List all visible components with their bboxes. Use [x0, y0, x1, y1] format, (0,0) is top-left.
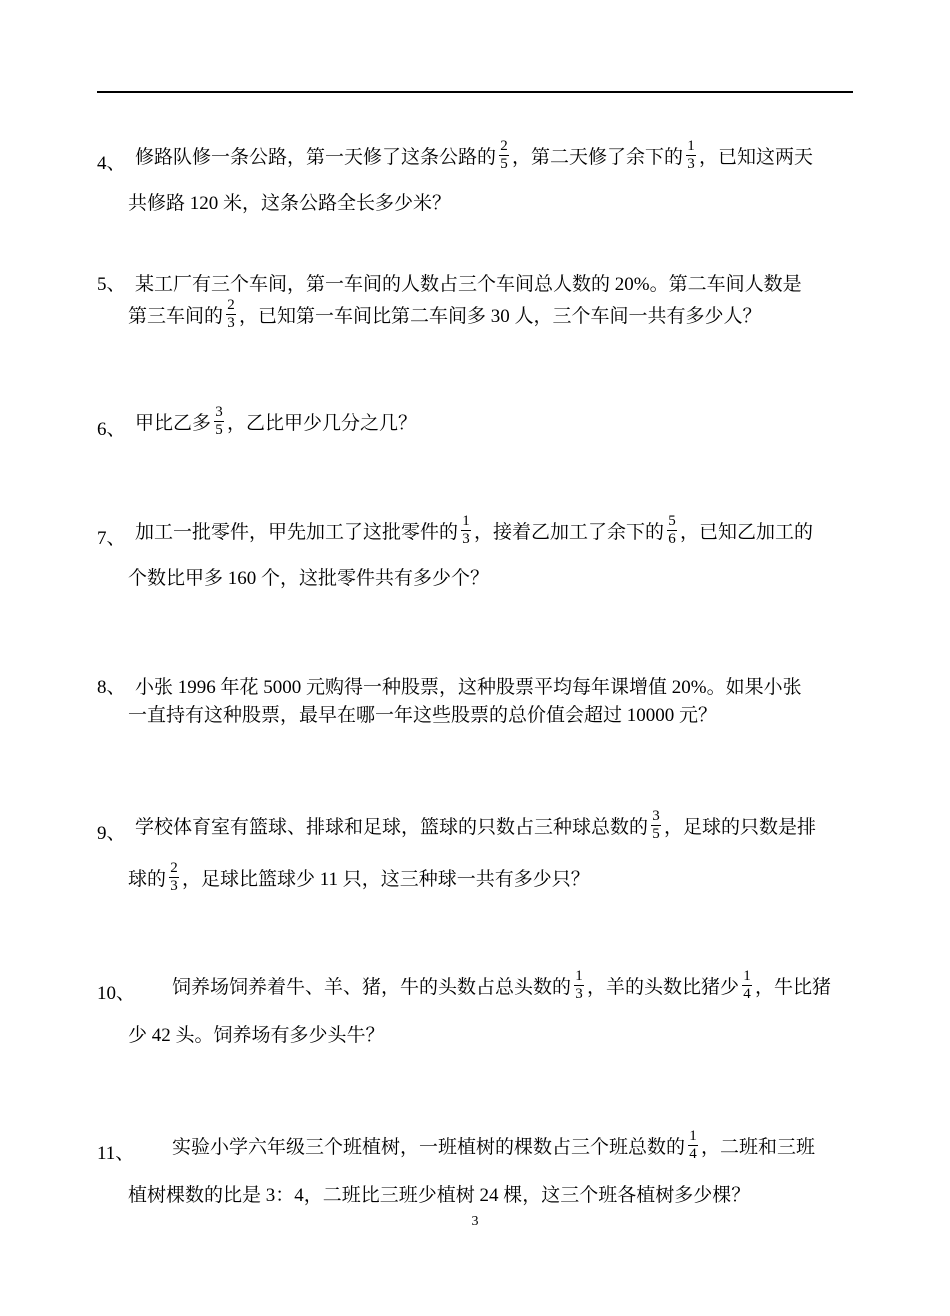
- problem-text-line: 一直持有这种股票，最早在哪一年这些股票的总价值会超过 10000 元？: [128, 705, 718, 726]
- fraction: $\frac{3}{5}$: [215, 404, 223, 438]
- problem-text-line: 共修路 120 米，这条公路全长多少米？: [128, 193, 452, 214]
- fraction: $\frac{2}{3}$: [170, 860, 178, 894]
- problem-text-line: 植树棵数的比是 3：4，二班比三班少植树 24 棵，这三个班各植树多少棵？: [128, 1185, 751, 1206]
- problem-number: 7、: [97, 528, 126, 549]
- fraction: $\frac{1}{3}$: [462, 513, 470, 547]
- problem-text-line: 某工厂有三个车间，第一车间的人数占三个车间总人数的 20%。第二车间人数是: [135, 274, 802, 295]
- problem-number: 8、: [97, 677, 126, 698]
- fraction: $\frac{2}{3}$: [227, 297, 235, 331]
- problem-text-line: 实验小学六年级三个班植树，一班植树的棵数占三个班总数的 $\frac{1}{4}$ ，二班和三班: [172, 1128, 816, 1162]
- page-number: 3: [471, 1214, 479, 1229]
- problem-number: 6、: [97, 419, 126, 440]
- problem-text-line: 修路队修一条公路，第一天修了这条公路的 $\frac{2}{5}$ ，第二天修了余下的 $\frac{1}{3}$ ，已知这两天: [135, 138, 814, 172]
- fraction: $\frac{2}{5}$: [500, 138, 508, 172]
- problem-text-line: 球的 $\frac{2}{3}$ ，足球比篮球少 11 只，这三种球一共有多少只？: [128, 860, 590, 894]
- problem-number: 9、: [97, 823, 126, 844]
- problem-text-line: 甲比乙多 $\frac{3}{5}$ ，乙比甲少几分之几？: [135, 404, 418, 438]
- fraction: $\frac{3}{5}$: [652, 808, 660, 842]
- problem-text-line: 饲养场饲养着牛、羊、猪，牛的头数占总头数的 $\frac{1}{3}$ ，羊的头数比猪少 $\frac{1}{4}$ ，牛比猪: [172, 968, 832, 1002]
- fraction: $\frac{1}{4}$: [743, 968, 751, 1002]
- header-rule: [97, 91, 853, 93]
- fraction: $\frac{1}{3}$: [575, 968, 583, 1002]
- problem-number: 4、: [97, 153, 126, 174]
- problem-number: 5、: [97, 274, 126, 295]
- problem-text-line: 加工一批零件，甲先加工了这批零件的 $\frac{1}{3}$ ，接着乙加工了余下的 $\frac{5}{6}$ ，已知乙加工的: [135, 513, 814, 547]
- fraction: $\frac{1}{4}$: [689, 1128, 697, 1162]
- problem-text-line: 个数比甲多 160 个，这批零件共有多少个？: [128, 568, 490, 589]
- problem-text-line: 小张 1996 年花 5000 元购得一种股票，这种股票平均每年课增值 20%。如果小张: [135, 677, 802, 698]
- problem-text-line: 学校体育室有篮球、排球和足球，篮球的只数占三种球总数的 $\frac{3}{5}$ ，足球的只数是排: [135, 808, 817, 842]
- problem-number: 10、: [97, 983, 136, 1004]
- problem-text-line: 少 42 头。饲养场有多少头牛？: [128, 1025, 385, 1046]
- problem-text-line: 第三车间的 $\frac{2}{3}$ ，已知第一车间比第二车间多 30 人，三个车间一共有多少人？: [128, 297, 762, 331]
- fraction: $\frac{1}{3}$: [687, 138, 695, 172]
- problem-number: 11、: [97, 1143, 135, 1164]
- fraction: $\frac{5}{6}$: [668, 513, 676, 547]
